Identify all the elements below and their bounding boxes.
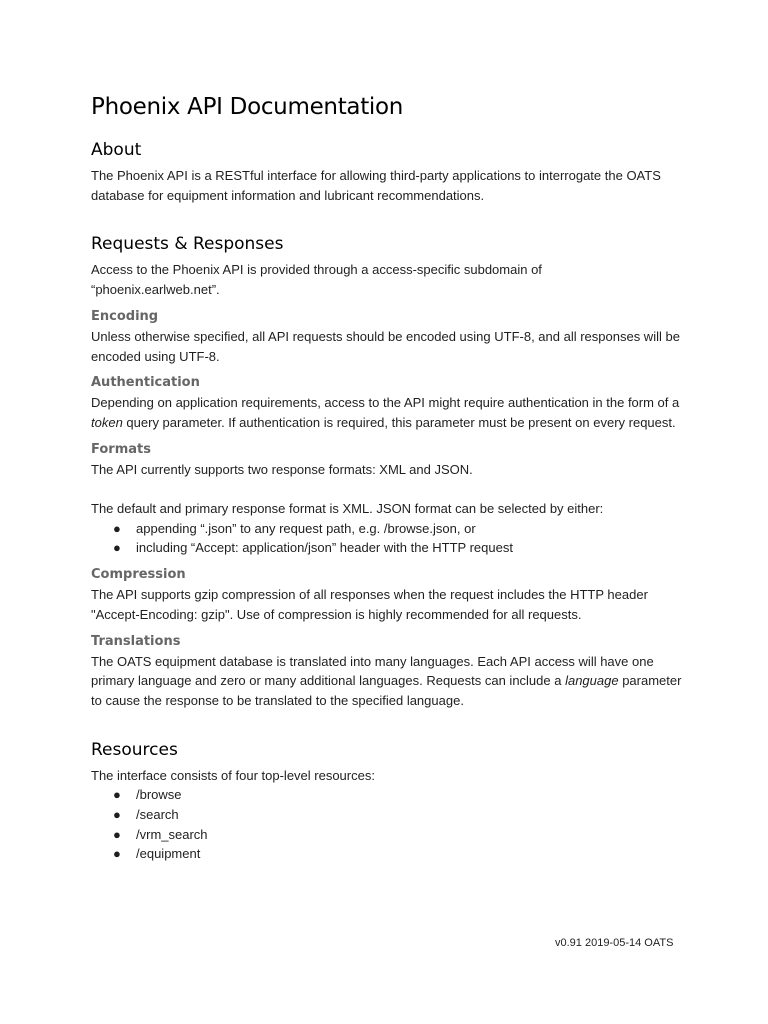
about-heading: About: [91, 140, 142, 160]
bullet-icon: ●: [113, 846, 121, 862]
language-term: language: [565, 673, 619, 689]
encoding-heading: Encoding: [91, 308, 159, 324]
translations-heading: Translations: [91, 633, 181, 649]
requests-text: [91, 260, 691, 299]
compression-text: The API supports gzip compression of all responses when the request includes the HTTP header "Accept-Encoding: gzip". Use of compression is highly recommended for all requests.: [91, 587, 648, 622]
authentication-text-a: Depending on application requirements, access to the API might require authentication in the form of a: [91, 395, 680, 411]
resource-browse: /browse: [136, 787, 182, 803]
document-page: [91, 94, 691, 864]
authentication-text-b: query parameter. If authentication is required, this parameter must be present on every request.: [122, 414, 676, 430]
resource-vrm-search: /vrm_search: [136, 826, 208, 842]
bullet-icon: ●: [113, 520, 121, 536]
encoding-text: Unless otherwise specified, all API requests should be encoded using UTF-8, and all responses will be encoded using UTF-8.: [91, 328, 680, 364]
resource-search: /search: [136, 807, 179, 823]
formats-list: [91, 519, 691, 558]
token-term: token: [91, 414, 123, 430]
bullet-icon: ●: [113, 826, 121, 842]
requests-text-line-1: Access to the Phoenix API is provided through a access-specific subdomain of: [91, 262, 542, 278]
formats-text-1: The API currently supports two response formats: XML and JSON.: [91, 461, 473, 477]
document-title: Phoenix API Documentation: [91, 94, 404, 120]
compression-heading: Compression: [91, 567, 186, 583]
about-text: The Phoenix API is a RESTful interface for allowing third-party applications to interrogate the OATS database for equipment information and lubricant recommendations.: [91, 168, 661, 203]
list-item: [91, 519, 691, 539]
authentication-heading: Authentication: [91, 375, 200, 391]
list-item: [91, 825, 691, 845]
resource-equipment: /equipment: [136, 846, 201, 862]
bullet-icon: ●: [113, 787, 121, 803]
requests-heading: Requests & Responses: [91, 234, 284, 255]
list-item: [91, 785, 691, 805]
list-item-text: including “Accept: application/json” header with the HTTP request: [136, 540, 513, 556]
list-item: [91, 805, 691, 825]
formats-heading: Formats: [91, 441, 151, 457]
authentication-text: [91, 393, 691, 432]
list-item: [91, 844, 691, 864]
list-item-text: appending “.json” to any request path, e.g. /browse.json, or: [136, 520, 476, 536]
requests-text-line-2: “phoenix.earlweb.net”.: [91, 282, 220, 298]
resources-list: [91, 785, 691, 864]
formats-text-2: The default and primary response format is XML. JSON format can be selected by either:: [91, 501, 604, 517]
page-footer: v0.91 2019-05-14 OATS: [555, 937, 674, 949]
list-item: [91, 538, 691, 558]
resources-text: The interface consists of four top-level resources:: [91, 767, 375, 783]
bullet-icon: ●: [113, 540, 121, 556]
bullet-icon: ●: [113, 807, 121, 823]
translations-text-a: The OATS equipment database is translated into many languages. Each API access will have one primary language and zero or many additional languages. Requests can include a: [91, 653, 654, 689]
translations-text: [91, 652, 691, 711]
translations-text-b: parameter to cause the response to be translated to the specified language.: [91, 673, 682, 708]
resources-heading: Resources: [91, 739, 178, 760]
